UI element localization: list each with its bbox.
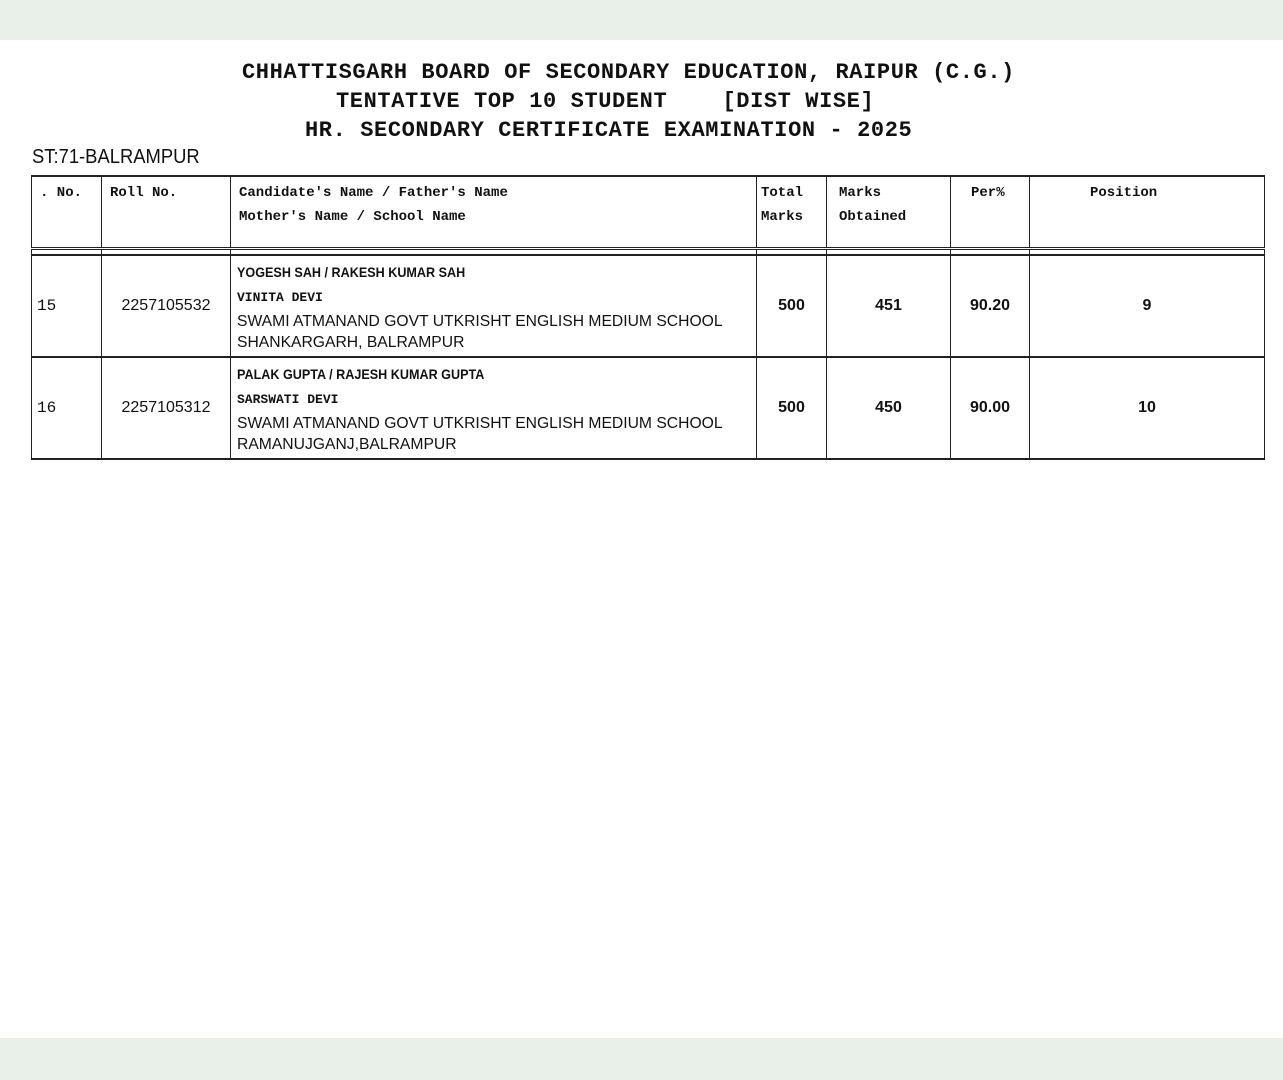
row-position: 9 <box>1030 255 1265 357</box>
col-total: Total Marks <box>757 176 827 249</box>
row-total: 500 <box>757 255 827 357</box>
row-position: 10 <box>1030 357 1265 459</box>
exam-title: HR. SECONDARY CERTIFICATE EXAMINATION - 2025 <box>305 118 913 143</box>
row-candidate <box>231 357 757 459</box>
col-obtained: Marks Obtained <box>827 176 951 249</box>
district-label: ST:71-BALRAMPUR <box>32 146 200 168</box>
mother-name: VINITA DEVI <box>237 290 323 305</box>
row-percent: 90.20 <box>951 255 1030 357</box>
mother-name: SARSWATI DEVI <box>237 392 339 407</box>
row-sno: 16 <box>32 357 102 459</box>
board-title: CHHATTISGARH BOARD OF SECONDARY EDUCATION, RAIPUR (C.G.) <box>242 60 1015 85</box>
table-header <box>32 176 1265 249</box>
row-obtained: 451 <box>827 255 951 357</box>
list-title: TENTATIVE TOP 10 STUDENT [DIST WISE] <box>336 89 875 114</box>
row-percent: 90.00 <box>951 357 1030 459</box>
col-sno: . No. <box>32 176 102 249</box>
document-sheet <box>0 40 1283 1038</box>
results-table <box>31 175 1265 460</box>
col-roll: Roll No. <box>102 176 231 249</box>
col-position: Position <box>1030 176 1265 249</box>
row-obtained: 450 <box>827 357 951 459</box>
candidate-name: YOGESH SAH / RAKESH KUMAR SAH <box>237 264 466 280</box>
candidate-name: PALAK GUPTA / RAJESH KUMAR GUPTA <box>237 366 485 382</box>
table-row <box>32 255 1265 357</box>
row-roll: 2257105532 <box>102 255 231 357</box>
col-percent: Per% <box>951 176 1030 249</box>
school-name: SWAMI ATMANAND GOVT UTKRISHT ENGLISH MEDIUM SCHOOL SHANKARGARH, BALRAMPUR <box>237 313 723 351</box>
row-candidate <box>231 255 757 357</box>
row-roll: 2257105312 <box>102 357 231 459</box>
row-total: 500 <box>757 357 827 459</box>
school-name: SWAMI ATMANAND GOVT UTKRISHT ENGLISH MEDIUM SCHOOL RAMANUJGANJ,BALRAMPUR <box>237 415 723 453</box>
row-sno: 15 <box>32 255 102 357</box>
col-candidate: Candidate's Name / Father's Name Mother's Name / School Name <box>231 176 757 249</box>
table-row <box>32 357 1265 459</box>
